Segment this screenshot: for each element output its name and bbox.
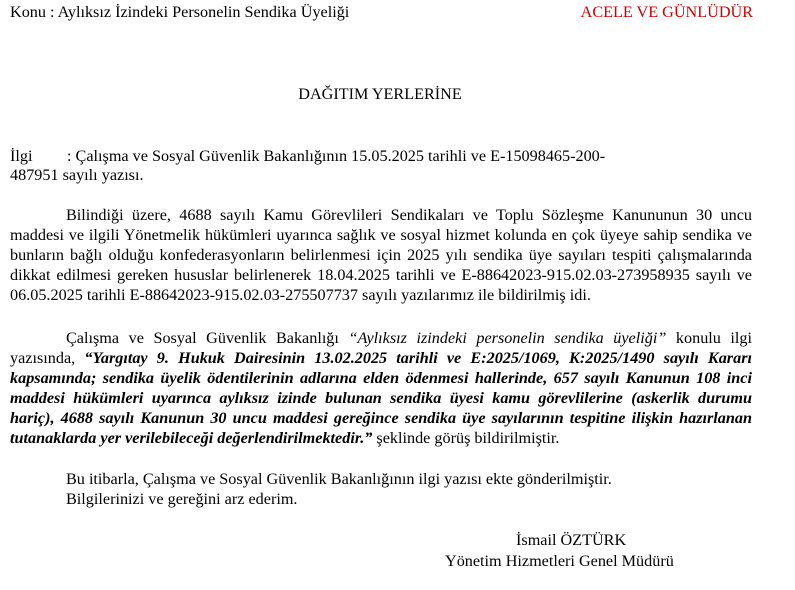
subject-line: Konu : Aylıksız İzindeki Personelin Sendika Üyeliği — [10, 3, 350, 21]
body-paragraph-4: Bilgilerinizi ve gereğini arz ederim. — [66, 490, 298, 508]
signatory-name: İsmail ÖZTÜRK — [516, 531, 627, 549]
signatory-title: Yönetim Hizmetleri Genel Müdürü — [445, 552, 674, 570]
reference-text-1: : Çalışma ve Sosyal Güvenlik Bakanlığının 15.05.2025 tarihli ve E-15098465-200- — [67, 147, 606, 165]
reference-line-2: 487951 sayılı yazısı. — [10, 166, 144, 184]
paragraph-2-tail: şeklinde görüş bildirilmiştir. — [376, 428, 560, 447]
reference-label: İlgi — [10, 147, 33, 165]
paragraph-2-mid: konulu ilgi yazısında, — [10, 329, 753, 367]
paragraph-2-lead: Çalışma ve Sosyal Güvenlik Bakanlığı — [66, 329, 339, 347]
body-paragraph-2 — [10, 329, 752, 448]
reference-line-1 — [10, 146, 605, 166]
urgency-label: ACELE VE GÜNLÜDÜR — [580, 3, 753, 21]
body-paragraph-1: Bilindiği üzere, 4688 sayılı Kamu Görevlileri Sendikaları ve Toplu Sözleşme Kanununun 30 uncu maddesi ve ilgili Yönetmelik hükümleri uyarınca sağlık ve sosyal hizmet kolunda en çok üyeye sahip sendika ve bunların bağlı olduğu konfederasyonların belirlenmesi için 2025 yılı sendika üye sayıları tespiti çalışmalarında dikkat edilmesi gereken hususlar belirlenerek 18.04.2025 tarihli ve E-88642023-915.02.03-273958935 sayılı ve 06.05.2025 tarihli E-88642023-915.02.03-275507737 sayılı yazılarımız ile bildirilmiş idi. — [10, 206, 752, 304]
body-paragraph-3: Bu itibarla, Çalışma ve Sosyal Güvenlik Bakanlığının ilgi yazısı ekte gönderilmiştir. — [66, 470, 612, 488]
subject-quote: “Aylıksız izindeki personelin sendika üyeliği” — [348, 329, 667, 347]
court-decision-quote: “Yargıtay 9. Hukuk Dairesinin 13.02.2025 tarihli ve E:2025/1069, K:2025/1490 sayılı Kararı kapsamında; sendika üyelik ödentilerinin adlarına elden ödenmesi hallerinde, 657 sayılı Kanunun 108 inci maddesi hükümleri uyarınca aylıksız izinde bulunan sendika üyesi kamu görevlilerine (askerlik durumu hariç), 4688 sayılı Kanunun 30 uncu maddesi gereğince sendika üye sayılarının tespitine ilişkin hazırlanan tutanaklarda yer verilebileceği değerlendirilmektedir.” — [10, 348, 752, 447]
addressee-title: DAĞITIM YERLERİNE — [298, 85, 462, 103]
